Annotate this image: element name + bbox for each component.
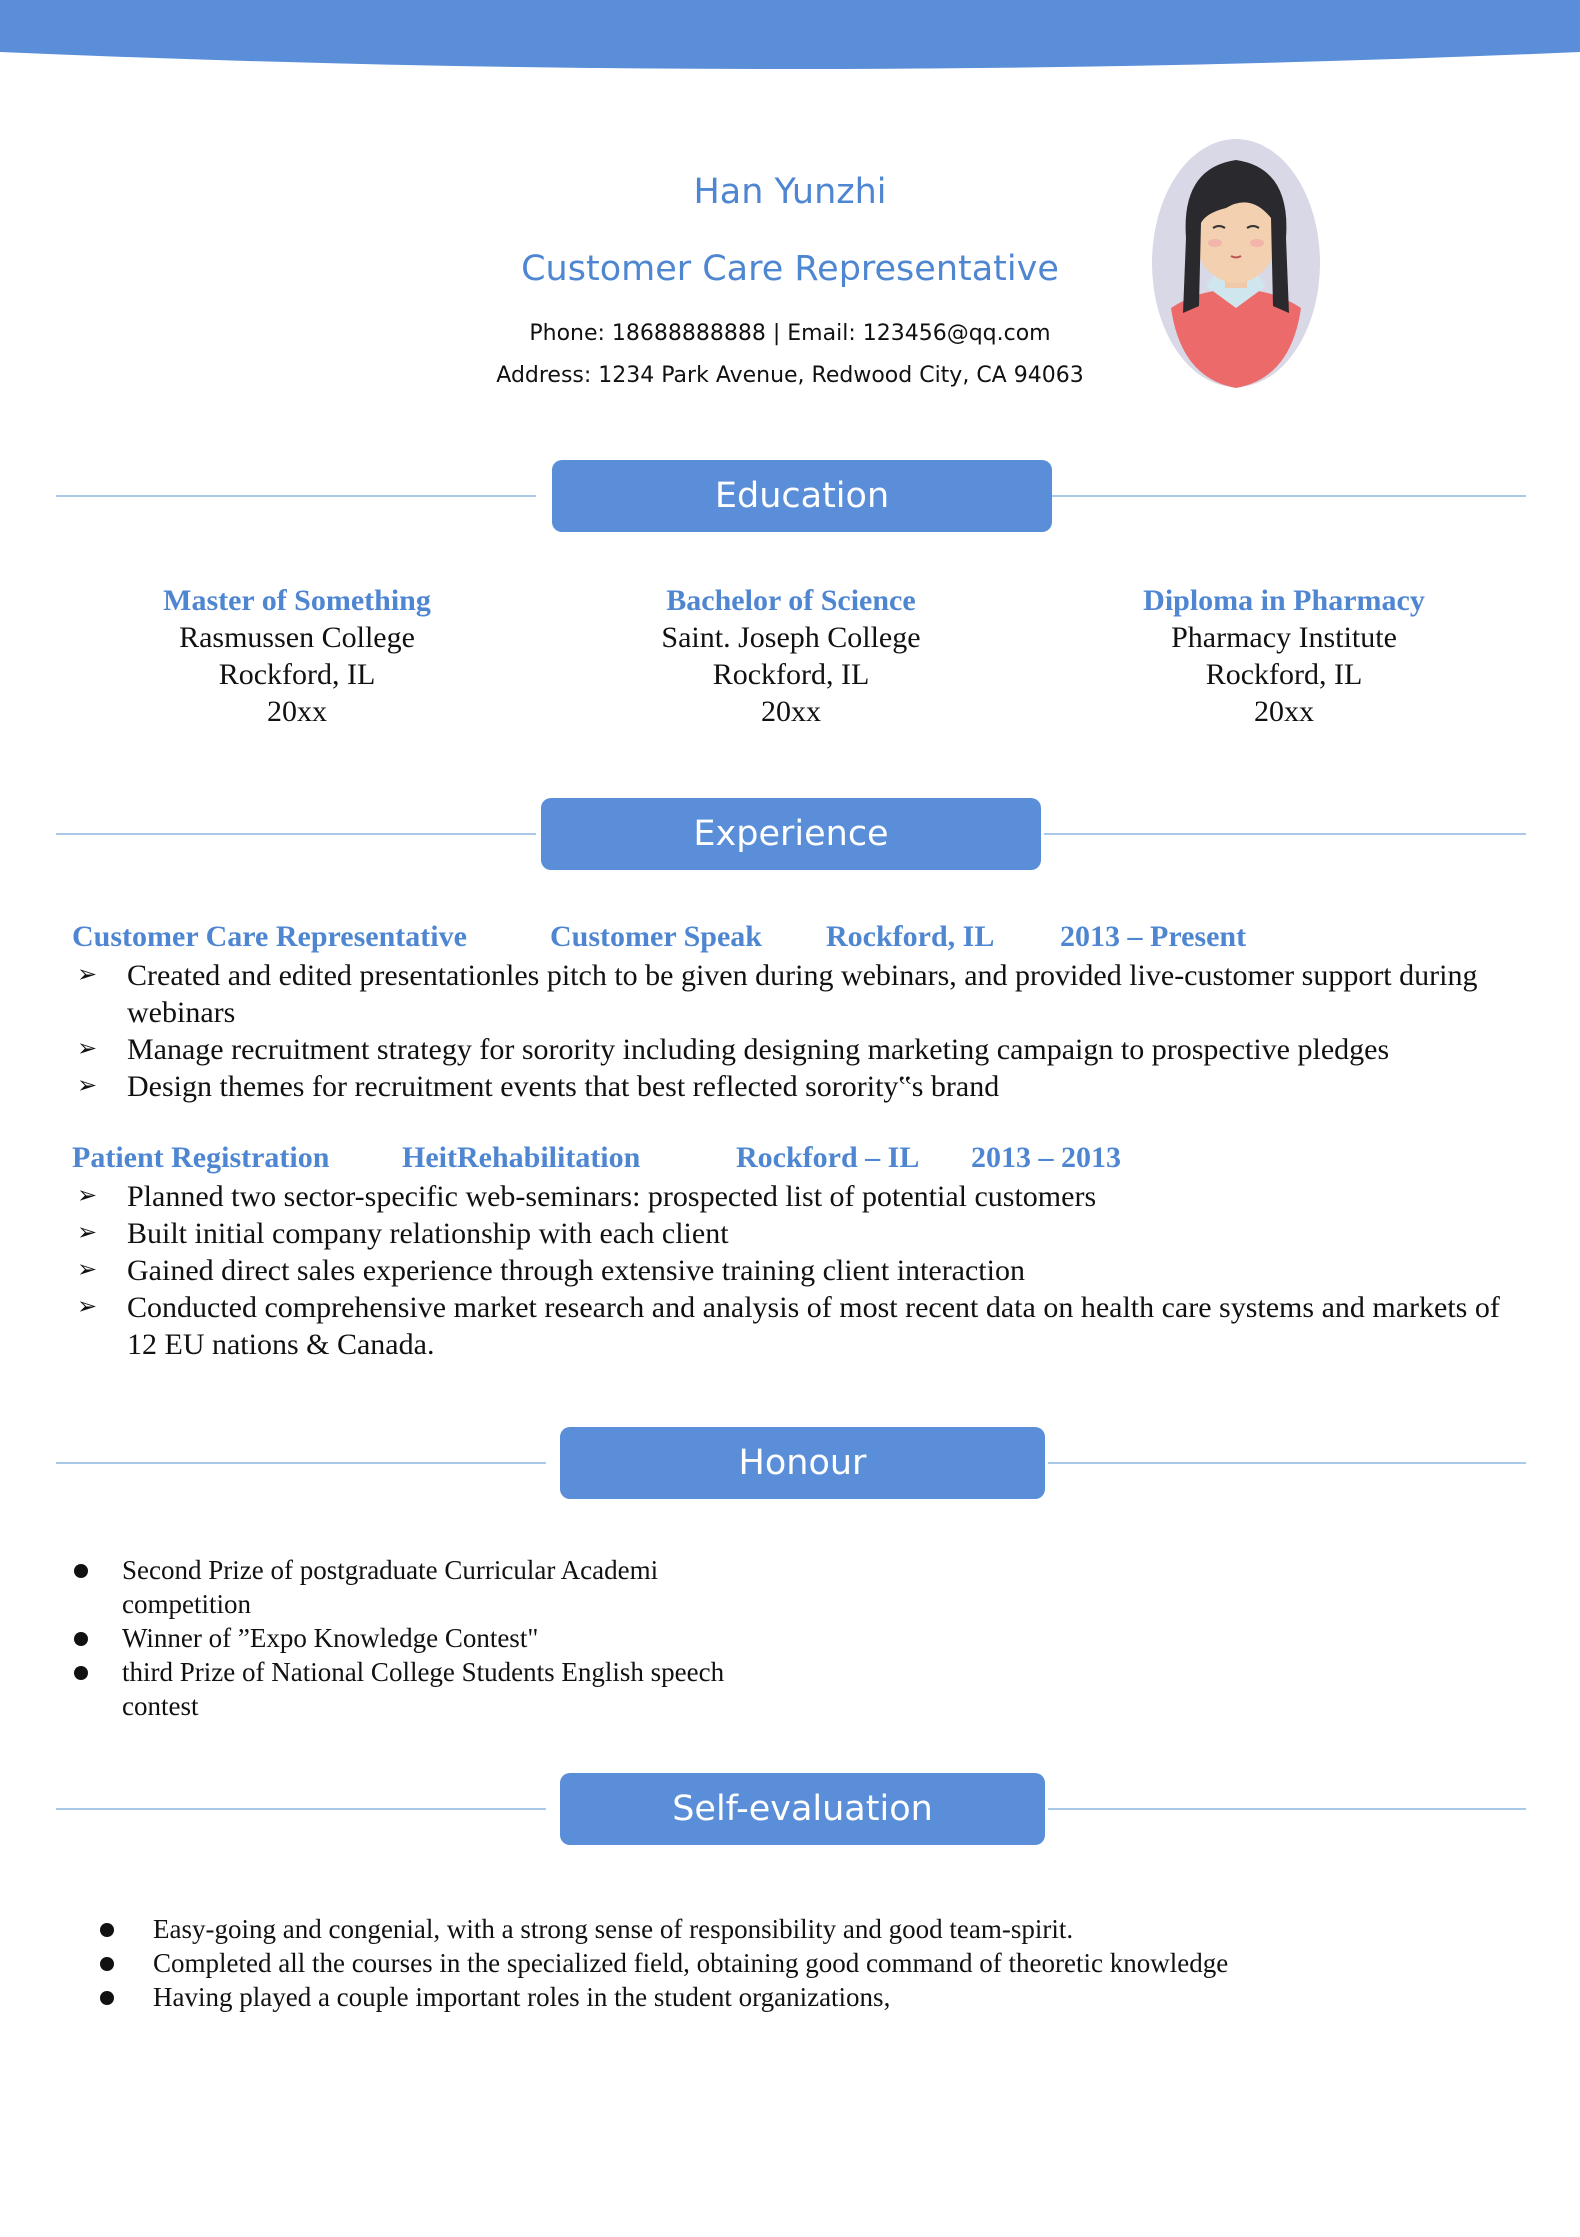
- section-header-self-evaluation: [0, 1773, 1580, 1845]
- job-location: Rockford, IL: [826, 920, 995, 953]
- education-year: 20xx: [1254, 695, 1314, 728]
- honour-text: Winner of ”Expo Knowledge Contest": [122, 1623, 539, 1653]
- job-title: Customer Care Representative: [521, 249, 1059, 289]
- list-item: [72, 1655, 732, 1723]
- education-school: Saint. Joseph College: [661, 621, 921, 654]
- list-item: [72, 1553, 732, 1621]
- job-dates: 2013 – 2013: [971, 1141, 1121, 1174]
- bullet-text: Built initial company relationship with each client: [127, 1217, 729, 1250]
- job-role: Patient Registration: [72, 1141, 330, 1174]
- job-company: Customer Speak: [550, 920, 762, 953]
- list-item: [72, 957, 1532, 1031]
- dot-bullet-icon: [100, 1923, 114, 1937]
- education-entry: [541, 582, 1041, 730]
- list-item: [72, 1289, 1532, 1363]
- section-title-honour: Honour: [560, 1427, 1045, 1499]
- arrowhead-bullet-icon: ➢: [76, 1036, 98, 1062]
- list-item: [98, 1946, 1498, 1980]
- dot-bullet-icon: [74, 1666, 88, 1680]
- dot-bullet-icon: [74, 1632, 88, 1646]
- education-degree: Master of Something: [163, 584, 431, 617]
- bullet-text: Design themes for recruitment events that best reflected sorority‟s brand: [127, 1070, 1000, 1103]
- job-dates: 2013 – Present: [1060, 920, 1247, 953]
- section-title-experience: Experience: [541, 798, 1041, 870]
- job-bullets: [72, 1178, 1532, 1363]
- section-rule-right: [1052, 495, 1526, 497]
- job-bullets: [72, 957, 1532, 1105]
- dot-bullet-icon: [100, 1957, 114, 1971]
- list-item: [72, 1215, 1532, 1252]
- dot-bullet-icon: [74, 1564, 88, 1578]
- education-degree: Diploma in Pharmacy: [1143, 584, 1425, 617]
- arrowhead-bullet-icon: ➢: [76, 1294, 98, 1320]
- bullet-text: Conducted comprehensive market research and analysis of most recent data on health care systems and markets of 12 EU nations & Canada.: [127, 1291, 1500, 1361]
- section-title-education: Education: [552, 460, 1052, 532]
- job-location: Rockford – IL: [736, 1141, 920, 1174]
- contact-address: Address: 1234 Park Avenue, Redwood City, CA 94063: [496, 363, 1084, 388]
- list-item: [72, 1621, 732, 1655]
- education-year: 20xx: [761, 695, 821, 728]
- list-item: [98, 1912, 1498, 1946]
- section-rule-left: [56, 1462, 546, 1464]
- education-location: Rockford, IL: [218, 658, 376, 691]
- self-evaluation-text: Having played a couple important roles in the student organizations,: [153, 1982, 891, 2012]
- avatar: [1151, 138, 1321, 388]
- section-title-self-evaluation: Self-evaluation: [560, 1773, 1045, 1845]
- education-school: Pharmacy Institute: [1171, 621, 1397, 654]
- list-item: [72, 1178, 1532, 1215]
- education-location: Rockford, IL: [712, 658, 870, 691]
- education-entry: [47, 582, 547, 730]
- arrowhead-bullet-icon: ➢: [76, 962, 98, 988]
- honour-text: Second Prize of postgraduate Curricular Academi competition: [122, 1555, 659, 1619]
- candidate-name: Han Yunzhi: [693, 172, 887, 212]
- arrowhead-bullet-icon: ➢: [76, 1183, 98, 1209]
- bullet-text: Created and edited presentationles pitch to be given during webinars, and provided live-customer support during webinars: [127, 959, 1478, 1029]
- self-evaluation-text: Easy-going and congenial, with a strong sense of responsibility and good team-spirit.: [153, 1914, 1074, 1944]
- top-banner: [0, 0, 1580, 70]
- education-year: 20xx: [267, 695, 327, 728]
- self-evaluation-list: [98, 1912, 1498, 2014]
- contact-phone-email: Phone: 18688888888 | Email: 123456@qq.com: [529, 321, 1051, 346]
- section-rule-left: [56, 495, 536, 497]
- section-header-experience: [0, 798, 1580, 870]
- arrowhead-bullet-icon: ➢: [76, 1257, 98, 1283]
- section-header-honour: [0, 1427, 1580, 1499]
- section-rule-left: [56, 1808, 546, 1810]
- arrowhead-bullet-icon: ➢: [76, 1220, 98, 1246]
- education-degree: Bachelor of Science: [666, 584, 916, 617]
- list-item: [72, 1252, 1532, 1289]
- list-item: [98, 1980, 1498, 2014]
- education-location: Rockford, IL: [1205, 658, 1363, 691]
- honour-text: third Prize of National College Students English speech contest: [122, 1657, 725, 1721]
- bullet-text: Gained direct sales experience through extensive training client interaction: [127, 1254, 1025, 1287]
- bullet-text: Planned two sector-specific web-seminars: prospected list of potential customers: [127, 1180, 1097, 1213]
- job-role: Customer Care Representative: [72, 920, 467, 953]
- education-school: Rasmussen College: [179, 621, 415, 654]
- section-rule-right: [1044, 833, 1526, 835]
- section-rule-right: [1048, 1808, 1526, 1810]
- section-rule-left: [56, 833, 536, 835]
- bullet-text: Manage recruitment strategy for sorority including designing marketing campaign to prospective pledges: [127, 1033, 1390, 1066]
- honour-list: [72, 1553, 732, 1723]
- arrowhead-bullet-icon: ➢: [76, 1073, 98, 1099]
- list-item: [72, 1031, 1532, 1068]
- section-header-education: [0, 460, 1580, 532]
- list-item: [72, 1068, 1532, 1105]
- self-evaluation-text: Completed all the courses in the specialized field, obtaining good command of theoretic knowledge: [153, 1948, 1229, 1978]
- job-company: HeitRehabilitation: [402, 1141, 641, 1174]
- dot-bullet-icon: [100, 1991, 114, 2005]
- education-entry: [1034, 582, 1534, 730]
- section-rule-right: [1048, 1462, 1526, 1464]
